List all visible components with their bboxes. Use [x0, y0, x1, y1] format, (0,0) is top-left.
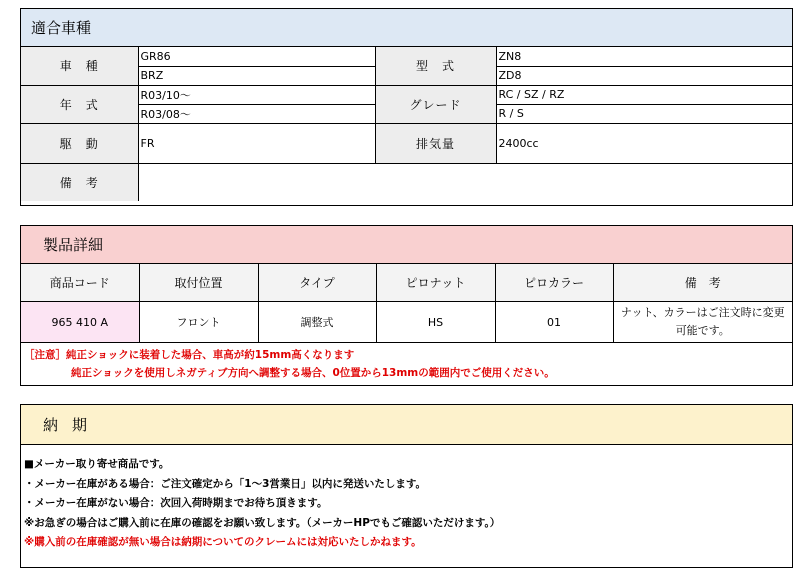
col-header-type: タイプ [258, 264, 376, 302]
product-pillow-nut: HS [376, 302, 495, 343]
col-header-pillow-collar: ピロカラー [495, 264, 613, 302]
label-car: 車 種 [21, 47, 138, 85]
product-remarks: ナット、カラーはご注文時に変更可能です。 [613, 302, 792, 343]
table-row [21, 302, 792, 343]
year-value-1: R03/10～ [138, 85, 375, 104]
product-type: 調整式 [258, 302, 376, 343]
col-header-remarks: 備 考 [613, 264, 792, 302]
car-value-2: BRZ [138, 66, 375, 85]
col-header-code: 商品コード [21, 264, 139, 302]
delivery-line-2: ・メーカー在庫がある場合：ご注文確定から「1～3営業日」以内に発送いたします。 [24, 477, 427, 490]
remarks-value [138, 163, 792, 201]
fitment-section [20, 8, 793, 206]
col-header-pillow-nut: ピロナット [376, 264, 495, 302]
grade-value-2: R / S [496, 104, 792, 123]
product-notes [21, 343, 792, 382]
label-drive: 駆 動 [21, 123, 138, 163]
product-title: 製品詳細 [43, 236, 104, 254]
product-header [21, 226, 792, 264]
fitment-header [21, 9, 792, 47]
year-value-2: R03/08～ [138, 104, 375, 123]
label-grade: グレード [375, 85, 496, 123]
product-table [21, 264, 792, 343]
note-line-2: 純正ショックを使用しネガティブ方向へ調整する場合、0位置から13mmの範囲内でご使用ください。 [71, 367, 555, 379]
delivery-line-3: ・メーカー在庫がない場合：次回入荷時期までお待ち頂きます。 [24, 497, 328, 509]
drive-value: FR [138, 123, 375, 163]
note-line-1: ［注意］純正ショックに装着した場合、車高が約15mm高くなります [24, 349, 355, 361]
delivery-header [21, 405, 792, 445]
product-code: 965 410 A [21, 302, 139, 343]
product-position: フロント [139, 302, 258, 343]
fitment-title: 適合車種 [31, 19, 92, 37]
col-header-position: 取付位置 [139, 264, 258, 302]
delivery-line-5: ※購入前の在庫確認が無い場合は納期についてのクレームには対応いたしかねます。 [24, 536, 422, 548]
label-model-code: 型 式 [375, 47, 496, 85]
model-code-value-1: ZN8 [496, 47, 792, 66]
delivery-line-1: ■メーカー取り寄せ商品です。 [24, 458, 170, 470]
fitment-table [21, 47, 792, 201]
delivery-body [21, 445, 792, 553]
delivery-line-4: ※お急ぎの場合はご購入前に在庫の確認をお願い致します。（メーカーHPでもご確認いただけます。） [24, 516, 501, 529]
car-value-1: GR86 [138, 47, 375, 66]
displacement-value: 2400cc [496, 123, 792, 163]
product-pillow-collar: 01 [495, 302, 613, 343]
label-displacement: 排気量 [375, 123, 496, 163]
label-remarks: 備 考 [21, 163, 138, 201]
delivery-section [20, 404, 793, 568]
model-code-value-2: ZD8 [496, 66, 792, 85]
product-section [20, 225, 793, 386]
delivery-title: 納期 [43, 416, 102, 434]
grade-value-1: RC / SZ / RZ [496, 85, 792, 104]
label-year: 年 式 [21, 85, 138, 123]
